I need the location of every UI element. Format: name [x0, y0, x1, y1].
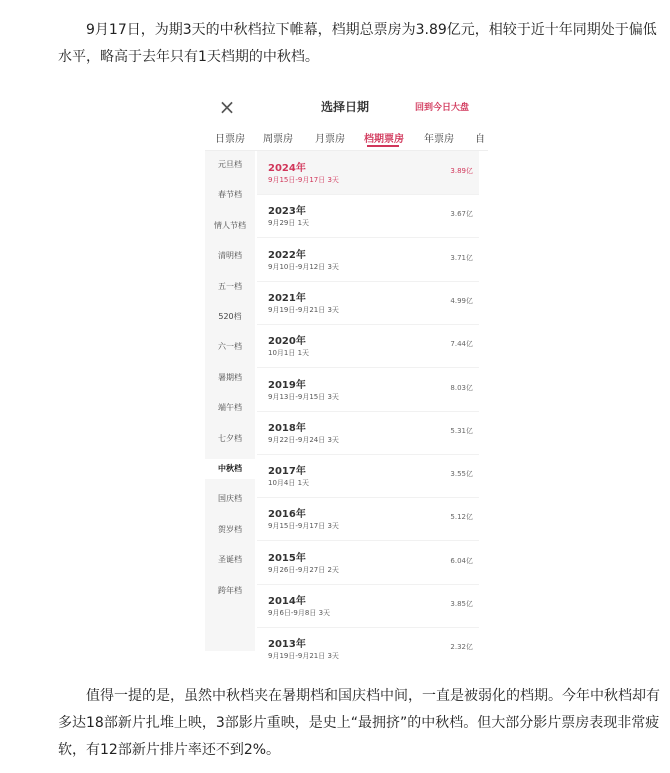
season-year-row[interactable] — [257, 411, 479, 455]
season-year-row[interactable] — [257, 497, 479, 541]
tab-yearly[interactable]: 年票房 — [424, 134, 454, 145]
row-year: 2021年 — [268, 292, 306, 304]
row-year: 2019年 — [268, 379, 306, 391]
season-year-row[interactable] — [257, 238, 479, 282]
sidebar-item-season[interactable]: 七夕档 — [218, 433, 242, 443]
sidebar-item-season[interactable]: 贺岁档 — [218, 524, 242, 534]
row-year: 2024年 — [268, 163, 306, 174]
row-year: 2017年 — [268, 466, 306, 478]
season-year-row[interactable] — [257, 454, 479, 498]
active-tab-underline — [367, 145, 399, 147]
season-year-row[interactable] — [257, 151, 479, 195]
sidebar-item-season[interactable]: 跨年档 — [218, 585, 242, 595]
close-icon[interactable]: × — [218, 95, 236, 119]
season-year-row[interactable] — [257, 541, 479, 585]
season-year-row[interactable] — [257, 368, 479, 412]
article-paragraph-detail: 值得一提的是，虽然中秋档夹在暑期档和国庆档中间，一直是被弱化的档期。今年中秋档却有多达18部新片扎堆上映，3部影片重映，是史上“最拥挤”的中秋档。但大部分影片票房表现非常疲软，有12部新片排片率还不到2%。 — [58, 688, 660, 758]
row-year: 2018年 — [268, 422, 306, 434]
row-box-office: 7.44亿 — [450, 340, 473, 349]
row-box-office: 4.99亿 — [450, 296, 473, 305]
sidebar-item-season[interactable]: 暑期档 — [218, 372, 242, 382]
sidebar-item-season[interactable]: 六一档 — [218, 342, 242, 352]
tab-season[interactable]: 档期票房 — [364, 134, 404, 145]
picker-title: 选择日期 — [320, 100, 369, 114]
row-box-office: 3.89亿 — [450, 167, 473, 175]
box-office-screenshot — [205, 92, 488, 662]
row-year: 2022年 — [268, 249, 306, 261]
season-year-row[interactable] — [257, 584, 479, 628]
row-date-range: 9月19日-9月21日 3天 — [268, 305, 339, 314]
tab-daily[interactable]: 日票房 — [215, 134, 245, 145]
sidebar-item-season[interactable]: 清明档 — [218, 251, 242, 261]
row-box-office: 3.55亿 — [450, 470, 473, 479]
row-box-office: 5.31亿 — [450, 426, 473, 435]
row-year: 2014年 — [268, 596, 306, 607]
row-box-office: 5.12亿 — [450, 513, 473, 522]
row-box-office: 3.85亿 — [450, 600, 473, 608]
tab-custom[interactable]: 自 — [475, 134, 485, 145]
tab-monthly[interactable]: 月票房 — [315, 134, 345, 145]
sidebar-item-season[interactable]: 国庆档 — [218, 494, 242, 504]
date-picker-header — [205, 92, 488, 125]
row-date-range: 9月26日-9月27日 2天 — [268, 565, 339, 574]
row-box-office: 3.71亿 — [450, 253, 473, 262]
row-date-range: 9月19日-9月21日 3天 — [268, 652, 339, 661]
season-year-row[interactable] — [257, 627, 479, 662]
season-sidebar — [205, 151, 255, 651]
season-year-row[interactable] — [257, 281, 479, 325]
row-year: 2020年 — [268, 336, 306, 348]
row-box-office: 6.04亿 — [450, 556, 473, 565]
article-paragraph-intro: 9月17日，为期3天的中秋档拉下帷幕，档期总票房为3.89亿元，相较于近十年同期处于偏低水平，略高于去年只有1天档期的中秋档。 — [58, 22, 657, 65]
sidebar-item-season[interactable]: 端午档 — [218, 403, 242, 413]
row-year: 2023年 — [268, 206, 306, 218]
row-box-office: 3.67亿 — [450, 210, 473, 219]
row-date-range: 9月15日-9月17日 3天 — [268, 522, 339, 531]
row-year: 2015年 — [268, 552, 306, 564]
row-date-range: 9月13日-9月15日 3天 — [268, 392, 339, 401]
row-date-range: 9月6日-9月8日 3天 — [268, 609, 331, 617]
row-year: 2013年 — [268, 639, 306, 651]
sidebar-item-season[interactable]: 520档 — [218, 312, 242, 321]
row-date-range: 9月29日 1天 — [268, 219, 310, 228]
row-date-range: 9月22日-9月24日 3天 — [268, 435, 339, 444]
back-to-today-link[interactable]: 回到今日大盘 — [415, 103, 470, 113]
row-box-office: 2.32亿 — [450, 643, 473, 652]
period-tabs — [205, 126, 488, 151]
season-year-list — [257, 151, 488, 662]
season-year-row[interactable] — [257, 194, 479, 238]
season-year-row[interactable] — [257, 324, 479, 368]
tab-weekly[interactable]: 周票房 — [263, 134, 293, 145]
row-date-range: 9月15日-9月17日 3天 — [268, 176, 339, 184]
row-box-office: 8.03亿 — [450, 383, 473, 392]
sidebar-item-season[interactable]: 情人节档 — [214, 220, 246, 230]
row-date-range: 9月10日-9月12日 3天 — [268, 262, 339, 271]
sidebar-item-season[interactable]: 中秋档 — [205, 459, 255, 479]
sidebar-item-season[interactable]: 元旦档 — [218, 160, 242, 169]
sidebar-item-season[interactable]: 五一档 — [218, 281, 242, 291]
row-date-range: 10月4日 1天 — [268, 479, 310, 488]
row-year: 2016年 — [268, 509, 306, 521]
sidebar-item-season[interactable]: 春节档 — [218, 190, 242, 200]
row-date-range: 10月1日 1天 — [268, 349, 310, 358]
sidebar-item-season[interactable]: 圣诞档 — [218, 555, 242, 565]
